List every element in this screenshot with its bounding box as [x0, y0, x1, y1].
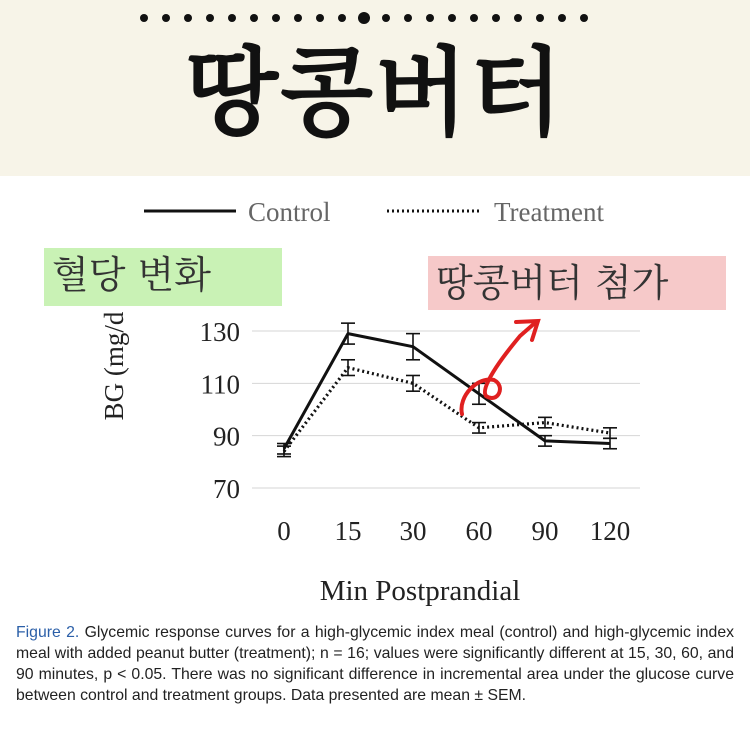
- legend-control-label: Control: [248, 197, 331, 227]
- legend-treatment-label: Treatment: [494, 197, 604, 227]
- blood-sugar-change-label: 혈당 변화: [44, 248, 282, 306]
- y-tick-label: 90: [213, 421, 240, 452]
- grid-lines: [252, 331, 640, 488]
- figure-label: Figure 2.: [16, 624, 80, 641]
- y-tick-label: 130: [199, 317, 240, 347]
- chart-axes: [99, 311, 630, 607]
- red-arrow-annotation: [461, 322, 536, 414]
- x-tick-label: 0: [277, 516, 291, 546]
- y-tick-label: 110: [200, 369, 240, 400]
- x-tick-label: 60: [465, 516, 493, 546]
- y-tick-label: 70: [213, 474, 240, 504]
- y-axis-label: BG (mg/d: [99, 311, 129, 421]
- x-tick-label: 30: [399, 516, 427, 546]
- x-tick-label: 90: [531, 516, 559, 546]
- page-title: 땅콩버터: [185, 37, 565, 149]
- caption-text: Glycemic response curves for a high-glycemic index meal (control) and high-glycemic index meal with added peanut butter (treatment); n = 16; values were significantly different at 15, 30, 60, and 90 minutes, p < 0.05. There was no significant difference in incremental area under the glucose curve between control and treatment groups. Data presented are mean ± SEM.: [16, 624, 735, 704]
- peanut-butter-added-label: 땅콩버터 첨가: [428, 256, 726, 310]
- chart-series: [277, 323, 617, 456]
- x-axis-label: Min Postprandial: [319, 575, 521, 607]
- figure-caption: [16, 622, 734, 706]
- x-tick-label: 15: [334, 516, 362, 546]
- chart-legend: [144, 197, 604, 227]
- series-line-control: [284, 334, 610, 449]
- x-tick-label: 120: [589, 516, 631, 546]
- series-line-treatment: [284, 368, 610, 452]
